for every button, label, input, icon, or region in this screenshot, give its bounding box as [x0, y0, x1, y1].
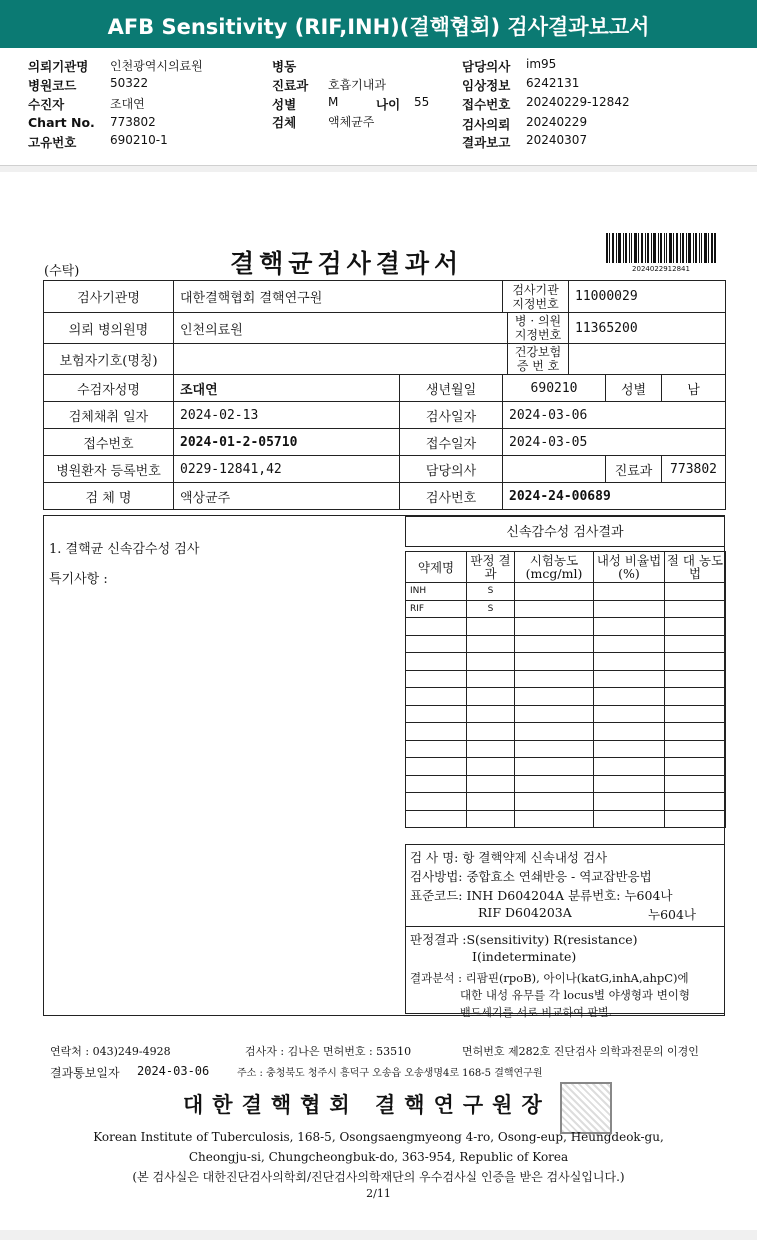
result-cell-prop — [594, 758, 665, 776]
dept-label: 진료과 — [272, 78, 309, 93]
dept-doc-value: 773802 — [662, 456, 726, 483]
result-cell-conc — [515, 583, 594, 601]
result-cell-conc — [515, 758, 594, 776]
result-cell-drug: INH — [406, 583, 467, 601]
result-cell-drug — [406, 635, 467, 653]
result-cell-abs — [665, 705, 726, 723]
hospital-value: 인천의료원 — [174, 313, 508, 344]
reqdate-label: 검사의뢰 — [462, 117, 511, 132]
sex-value: M — [328, 95, 339, 109]
col-drug: 약제명 — [406, 552, 467, 583]
result-cell-judge — [467, 618, 515, 636]
result-cell-prop — [594, 705, 665, 723]
result-cell-conc — [515, 705, 594, 723]
patient-info-panel — [0, 48, 757, 166]
result-cell-abs — [665, 793, 726, 811]
result-row — [406, 600, 726, 618]
contact-info: 연락처 : 043)249-4928 — [50, 1045, 171, 1058]
method-standard-code-rif: RIF D604203A — [478, 905, 572, 920]
result-row — [406, 758, 726, 776]
result-cell-prop — [594, 775, 665, 793]
method-divider — [406, 926, 724, 927]
clinical-value: 6242131 — [526, 76, 580, 90]
english-address-2: Cheongju-si, Chungcheongbuk-do, 363-954, Republic of Korea — [188, 1150, 569, 1164]
result-row — [406, 810, 726, 828]
dept-doc-label: 진료과 — [606, 456, 662, 483]
result-cell-judge — [467, 635, 515, 653]
birthdate-label: 생년월일 — [400, 375, 503, 402]
judgement-legend-2: I(indeterminate) — [472, 949, 577, 964]
analysis-line-3: 밴드세기를 서로 비교하여 판별. — [460, 1006, 613, 1019]
result-cell-abs — [665, 810, 726, 828]
notify-date-value: 2024-03-06 — [137, 1064, 210, 1078]
result-cell-judge — [467, 705, 515, 723]
result-cell-abs — [665, 758, 726, 776]
susceptibility-table — [405, 551, 726, 828]
result-row — [406, 583, 726, 601]
uid-value: 690210-1 — [110, 133, 168, 147]
result-cell-conc — [515, 670, 594, 688]
result-cell-conc — [515, 723, 594, 741]
result-row — [406, 635, 726, 653]
reqdate-value: 20240229 — [526, 115, 588, 129]
result-cell-conc — [515, 653, 594, 671]
organization-name: 대한결핵협회 결핵연구원장 — [183, 1092, 551, 1117]
result-cell-conc — [515, 810, 594, 828]
ward-label: 병동 — [272, 59, 297, 74]
result-cell-abs — [665, 723, 726, 741]
receipt-label: 접수번호 — [462, 97, 511, 112]
result-cell-drug — [406, 670, 467, 688]
result-cell-prop — [594, 723, 665, 741]
result-cell-prop — [594, 653, 665, 671]
result-row — [406, 705, 726, 723]
insurance-number-value — [569, 344, 726, 375]
requester-value: 인천광역시의료원 — [110, 59, 203, 73]
receipt-value: 20240229-12842 — [526, 95, 630, 109]
result-cell-drug: RIF — [406, 600, 467, 618]
specimen-doc-label: 검 체 명 — [44, 483, 174, 510]
method-standard-code: 표준코드: INH D604204A 분류번호: 누604나 — [410, 888, 673, 903]
result-cell-prop — [594, 793, 665, 811]
col-judgement: 판정 결과 — [467, 552, 515, 583]
result-cell-judge — [467, 758, 515, 776]
lab-value: 대한결핵협회 결핵연구원 — [174, 281, 503, 313]
report-title: AFB Sensitivity (RIF,INH)(결핵협회) 검사결과보고서 — [107, 15, 650, 39]
result-cell-conc — [515, 740, 594, 758]
registration-value: 0229-12841,42 — [174, 456, 400, 483]
certification-note: (본 검사실은 대한진단검사의학회/진단검사의학재단의 우수검사실 인증을 받은 검사실입니다.) — [132, 1170, 625, 1184]
receipt-date-label: 접수일자 — [400, 429, 503, 456]
birthdate-value: 690210 — [503, 375, 606, 402]
clinical-label: 임상정보 — [462, 78, 511, 93]
sex-doc-label: 성별 — [606, 375, 662, 402]
result-row — [406, 775, 726, 793]
result-cell-judge — [467, 810, 515, 828]
result-cell-conc — [515, 793, 594, 811]
result-cell-drug — [406, 688, 467, 706]
result-cell-prop — [594, 618, 665, 636]
result-cell-drug — [406, 775, 467, 793]
result-cell-drug — [406, 793, 467, 811]
method-class-rif: 누604나 — [648, 907, 697, 922]
result-cell-conc — [515, 635, 594, 653]
judgement-legend: 판정결과 :S(sensitivity) R(resistance) — [410, 932, 638, 947]
test-number-value: 2024-24-00689 — [503, 483, 726, 510]
result-cell-judge: S — [467, 600, 515, 618]
method-info — [405, 844, 725, 1019]
result-cell-judge — [467, 793, 515, 811]
chart-value: 773802 — [110, 115, 156, 129]
hospcode-label: 병원코드 — [28, 78, 77, 93]
collection-date-label: 검체채취 일자 — [44, 402, 174, 429]
hospital-designation-value: 11365200 — [569, 313, 726, 344]
document-header-table — [43, 280, 726, 510]
examinee-name-label: 수검자성명 — [44, 375, 174, 402]
result-section — [43, 515, 725, 1019]
test-date-value: 2024-03-06 — [503, 402, 726, 429]
report-title-bar — [0, 0, 757, 48]
result-row — [406, 618, 726, 636]
result-row — [406, 740, 726, 758]
result-cell-drug — [406, 758, 467, 776]
test-item-title: 1. 결핵균 신속감수성 검사 — [49, 542, 200, 557]
consignment-label: (수탁) — [44, 264, 80, 279]
insurer-value — [174, 344, 508, 375]
result-cell-abs — [665, 775, 726, 793]
result-cell-judge — [467, 670, 515, 688]
official-seal — [560, 1082, 612, 1134]
lab-designation-value: 11000029 — [569, 281, 726, 313]
result-cell-drug — [406, 740, 467, 758]
result-cell-judge — [467, 740, 515, 758]
result-cell-judge — [467, 653, 515, 671]
test-date-label: 검사일자 — [400, 402, 503, 429]
specimen-value: 액체균주 — [328, 115, 375, 129]
insurer-label: 보험자기호(명칭) — [44, 344, 174, 375]
result-cell-conc — [515, 775, 594, 793]
scanned-document — [0, 172, 757, 1230]
analysis-line-2: 대한 내성 유무를 각 locus별 야생형과 변이형 — [460, 988, 691, 1002]
result-cell-abs — [665, 600, 726, 618]
dept-value: 호흡기내과 — [328, 78, 386, 92]
uid-label: 고유번호 — [28, 135, 77, 150]
result-cell-abs — [665, 653, 726, 671]
doctor-value: im95 — [526, 57, 557, 71]
result-cell-drug — [406, 705, 467, 723]
hospital-label: 의뢰 병의원명 — [44, 313, 174, 344]
repdate-label: 결과보고 — [462, 135, 511, 150]
barcode-number: 20240229128​41 — [632, 265, 690, 273]
result-cell-prop — [594, 600, 665, 618]
english-address-1: Korean Institute of Tuberculosis, 168-5, Osongsaengmyeong 4-ro, Osong-eup, Heungdeok-gu, — [93, 1130, 664, 1144]
sex-label: 성별 — [272, 97, 297, 112]
document-title: 결핵균검사결과서 — [230, 249, 464, 278]
col-concentration: 시험농도 (mcg/ml) — [515, 552, 594, 583]
method-test-name: 검 사 명: 항 결핵약제 신속내성 검사 — [410, 850, 608, 865]
patient-value: 조대연 — [110, 97, 145, 111]
insurance-number-label: 건강보험 증 번 호 — [508, 344, 569, 375]
result-row — [406, 670, 726, 688]
result-cell-prop — [594, 635, 665, 653]
result-cell-conc — [515, 688, 594, 706]
result-cell-drug — [406, 653, 467, 671]
notify-date-label: 결과통보일자 — [50, 1066, 120, 1080]
result-cell-drug — [406, 723, 467, 741]
result-cell-abs — [665, 583, 726, 601]
collection-date-value: 2024-02-13 — [174, 402, 400, 429]
hospital-designation-label: 병 · 의원 지정번호 — [508, 313, 569, 344]
age-value: 55 — [414, 95, 430, 109]
doctor-doc-label: 담당의사 — [400, 456, 503, 483]
page-number: 2/11 — [366, 1187, 391, 1200]
result-cell-prop — [594, 670, 665, 688]
result-cell-judge — [467, 723, 515, 741]
result-row — [406, 688, 726, 706]
lab-label: 검사기관명 — [44, 281, 174, 313]
lab-designation-label: 검사기관 지정번호 — [503, 281, 569, 313]
result-row — [406, 653, 726, 671]
address-line: 주소 : 충청북도 청주시 흥덕구 오송읍 오송생명4로 168-5 결핵연구원 — [237, 1068, 543, 1079]
result-row — [406, 793, 726, 811]
specimen-doc-value: 액상균주 — [174, 483, 400, 510]
doctor-doc-value — [503, 456, 606, 483]
col-proportion: 내성 비율법(%) — [594, 552, 665, 583]
result-row — [406, 723, 726, 741]
result-cell-abs — [665, 740, 726, 758]
sex-doc-value: 남 — [662, 375, 726, 402]
receipt-no-label: 접수번호 — [44, 429, 174, 456]
specialist-license: 면허번호 제282호 진단검사 의학과전문의 이경인 — [462, 1045, 699, 1058]
examinee-name-value: 조대연 — [174, 375, 400, 402]
result-cell-conc — [515, 600, 594, 618]
result-cell-prop — [594, 810, 665, 828]
hospcode-value: 50322 — [110, 76, 149, 90]
result-cell-judge: S — [467, 583, 515, 601]
col-absolute: 절 대 농도법 — [665, 552, 726, 583]
result-cell-abs — [665, 618, 726, 636]
doctor-label: 담당의사 — [462, 59, 511, 74]
result-cell-judge — [467, 688, 515, 706]
result-cell-drug — [406, 618, 467, 636]
test-number-label: 검사번호 — [400, 483, 503, 510]
result-cell-prop — [594, 688, 665, 706]
special-note-label: 특기사항 : — [49, 572, 108, 587]
result-cell-prop — [594, 740, 665, 758]
repdate-value: 20240307 — [526, 133, 588, 147]
requester-label: 의뢰기관명 — [28, 59, 89, 74]
registration-label: 병원환자 등록번호 — [44, 456, 174, 483]
tester-info: 검사자 : 김나은 면허번호 : 53510 — [245, 1045, 412, 1058]
result-cell-abs — [665, 688, 726, 706]
age-label: 나이 — [376, 97, 401, 112]
chart-label: Chart No. — [28, 115, 95, 130]
receipt-no-value: 2024-01-2-05710 — [174, 429, 400, 456]
specimen-label: 검체 — [272, 115, 297, 130]
result-cell-conc — [515, 618, 594, 636]
patient-label: 수진자 — [28, 97, 65, 112]
result-cell-judge — [467, 775, 515, 793]
method-way: 검사방법: 중합효소 연쇄반응 - 역교잡반응법 — [410, 869, 652, 884]
result-table-heading: 신속감수성 검사결과 — [405, 516, 725, 547]
receipt-date-value: 2024-03-05 — [503, 429, 726, 456]
analysis-line-1: 결과분석 : 리팜핀(rpoB), 아이나(katG,inhA,ahpC)에 — [410, 971, 689, 985]
result-cell-drug — [406, 810, 467, 828]
barcode-image — [606, 233, 716, 263]
result-cell-prop — [594, 583, 665, 601]
result-cell-abs — [665, 635, 726, 653]
result-cell-abs — [665, 670, 726, 688]
